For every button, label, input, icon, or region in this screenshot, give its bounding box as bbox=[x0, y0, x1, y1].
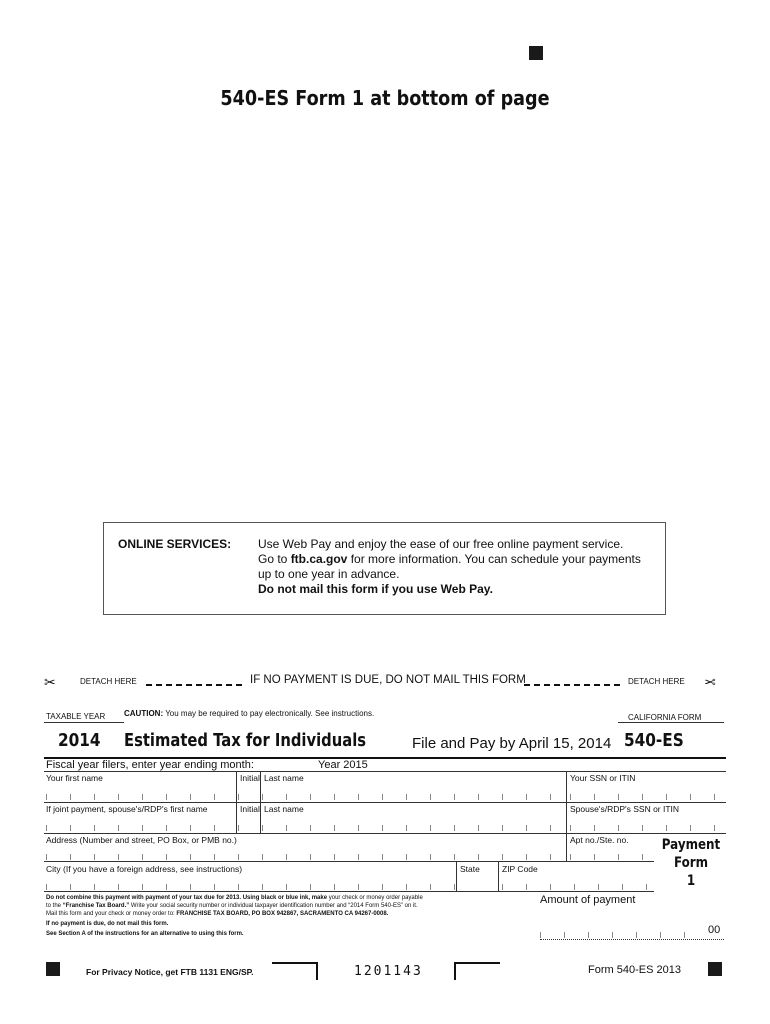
instructions bbox=[46, 894, 536, 938]
divider bbox=[456, 861, 457, 891]
instr3-bold: FRANCHISE TAX BOARD, PO BOX 942867, SACRAMENTO CA 94267-0008. bbox=[176, 911, 389, 917]
page-title: 540-ES Form 1 at bottom of page bbox=[220, 86, 550, 110]
registration-mark bbox=[46, 962, 60, 976]
scissors-icon: ✂ bbox=[704, 674, 716, 690]
spouse-last-name-label: Last name bbox=[264, 804, 304, 814]
online-line-4 bbox=[258, 582, 658, 597]
cents-label: 00 bbox=[708, 924, 721, 936]
city-input[interactable] bbox=[46, 884, 456, 890]
payment-form-line3: 1 bbox=[686, 873, 696, 889]
dash-line bbox=[146, 684, 242, 686]
spouse-name-input[interactable] bbox=[46, 825, 566, 831]
online-line-3: up to one year in advance. bbox=[258, 567, 400, 581]
detach-right: DETACH HERE bbox=[628, 677, 685, 686]
rule bbox=[618, 722, 724, 723]
online-services-label: ONLINE SERVICES: bbox=[118, 537, 232, 551]
spouse-ssn-label: Spouse's/RDP's SSN or ITIN bbox=[570, 804, 680, 814]
instr2-bold: “Franchise Tax Board.” bbox=[62, 903, 130, 909]
instr-line5 bbox=[46, 930, 536, 938]
first-name-input[interactable] bbox=[46, 794, 566, 800]
zip-input[interactable] bbox=[502, 884, 652, 890]
online-line-1: Use Web Pay and enjoy the ease of our free online payment service. bbox=[258, 537, 624, 551]
instr4-bold: If no payment is due, do not mail this form. bbox=[46, 921, 169, 927]
caution-bold: CAUTION: bbox=[124, 709, 164, 718]
taxable-year-label: TAXABLE YEAR bbox=[46, 712, 106, 721]
barcode-number: 1201143 bbox=[354, 964, 423, 979]
spouse-first-name-label: If joint payment, spouse's/RDP's first name bbox=[46, 804, 208, 814]
ssn-label: Your SSN or ITIN bbox=[570, 773, 636, 783]
rule bbox=[44, 861, 654, 862]
rule bbox=[44, 722, 124, 723]
privacy-notice: For Privacy Notice, get FTB 1131 ENG/SP. bbox=[86, 967, 254, 977]
instr1-rest: your check or money order payable bbox=[327, 895, 423, 901]
first-name-label: Your first name bbox=[46, 773, 103, 783]
instr5-bold: See Section A of the instructions for an alternative to using this form. bbox=[46, 931, 244, 937]
scissors-icon: ✂ bbox=[44, 674, 56, 690]
rule bbox=[44, 891, 654, 892]
address-label: Address (Number and street, PO Box, or PMB no.) bbox=[46, 835, 237, 845]
rule bbox=[540, 939, 724, 940]
online-warning: Do not mail this form if you use Web Pay. bbox=[258, 582, 493, 596]
rule bbox=[44, 833, 726, 834]
footer-form: Form 540-ES 2013 bbox=[588, 964, 681, 976]
dash-line bbox=[524, 684, 620, 686]
instr2-rest: Write your social security number or individual taxpayer identification number and “2014 Form 540-ES” on it. bbox=[129, 903, 418, 909]
initial-label: Initial bbox=[240, 773, 260, 783]
last-name-label: Last name bbox=[264, 773, 304, 783]
instr-line4 bbox=[46, 920, 536, 928]
zip-label: ZIP Code bbox=[502, 864, 538, 874]
divider bbox=[566, 771, 567, 803]
state-label: State bbox=[460, 864, 480, 874]
registration-mark bbox=[708, 962, 722, 976]
divider bbox=[566, 833, 567, 861]
apt-label: Apt no./Ste. no. bbox=[570, 835, 629, 845]
file-pay-deadline: File and Pay by April 15, 2014 bbox=[412, 735, 612, 752]
detach-left: DETACH HERE bbox=[80, 677, 137, 686]
caution-rest: You may be required to pay electronically. See instructions. bbox=[163, 709, 375, 718]
divider bbox=[498, 861, 499, 891]
instr-line3 bbox=[46, 910, 536, 918]
registration-mark bbox=[529, 46, 543, 60]
instr-line2 bbox=[46, 902, 536, 910]
tax-year: 2014 bbox=[58, 730, 101, 751]
instr3-pre: Mail this form and your check or money order to: bbox=[46, 911, 177, 917]
online-line-2-post: for more information. You can schedule your payments bbox=[347, 552, 641, 566]
instr1-bold: Do not combine this payment with payment of your tax due for 2013. Using black or blue ink, make bbox=[46, 895, 328, 901]
instr-line1 bbox=[46, 894, 536, 902]
spouse-ssn-input[interactable] bbox=[570, 825, 724, 831]
apt-input[interactable] bbox=[570, 854, 650, 860]
corner-mark bbox=[272, 962, 318, 980]
ftb-link[interactable]: ftb.ca.gov bbox=[290, 552, 348, 566]
spouse-initial-label: Initial bbox=[240, 804, 260, 814]
corner-mark bbox=[454, 962, 500, 980]
form-title: Estimated Tax for Individuals bbox=[124, 730, 367, 751]
year-label: Year 2015 bbox=[318, 759, 368, 771]
address-input[interactable] bbox=[46, 854, 566, 860]
ssn-input[interactable] bbox=[570, 794, 724, 800]
online-line-2 bbox=[258, 552, 658, 567]
instr2-pre: to the bbox=[46, 903, 63, 909]
amount-input[interactable] bbox=[540, 932, 706, 938]
online-line-2-pre: Go to bbox=[258, 552, 291, 566]
payment-form-line2: Form bbox=[673, 855, 709, 871]
divider bbox=[566, 802, 567, 834]
payment-form-line1: Payment bbox=[661, 837, 721, 853]
payment-form-label bbox=[654, 836, 727, 890]
rule bbox=[44, 802, 726, 803]
amount-label: Amount of payment bbox=[540, 894, 636, 906]
online-services-text bbox=[258, 537, 658, 597]
city-label: City (If you have a foreign address, see instructions) bbox=[46, 864, 243, 874]
rule bbox=[44, 771, 726, 772]
detach-center: IF NO PAYMENT IS DUE, DO NOT MAIL THIS FORM bbox=[250, 674, 526, 686]
caution-text bbox=[124, 709, 374, 718]
california-form-label: CALIFORNIA FORM bbox=[628, 713, 702, 722]
form-number: 540-ES bbox=[624, 730, 684, 751]
fiscal-year-label: Fiscal year filers, enter year ending month: bbox=[46, 759, 254, 771]
